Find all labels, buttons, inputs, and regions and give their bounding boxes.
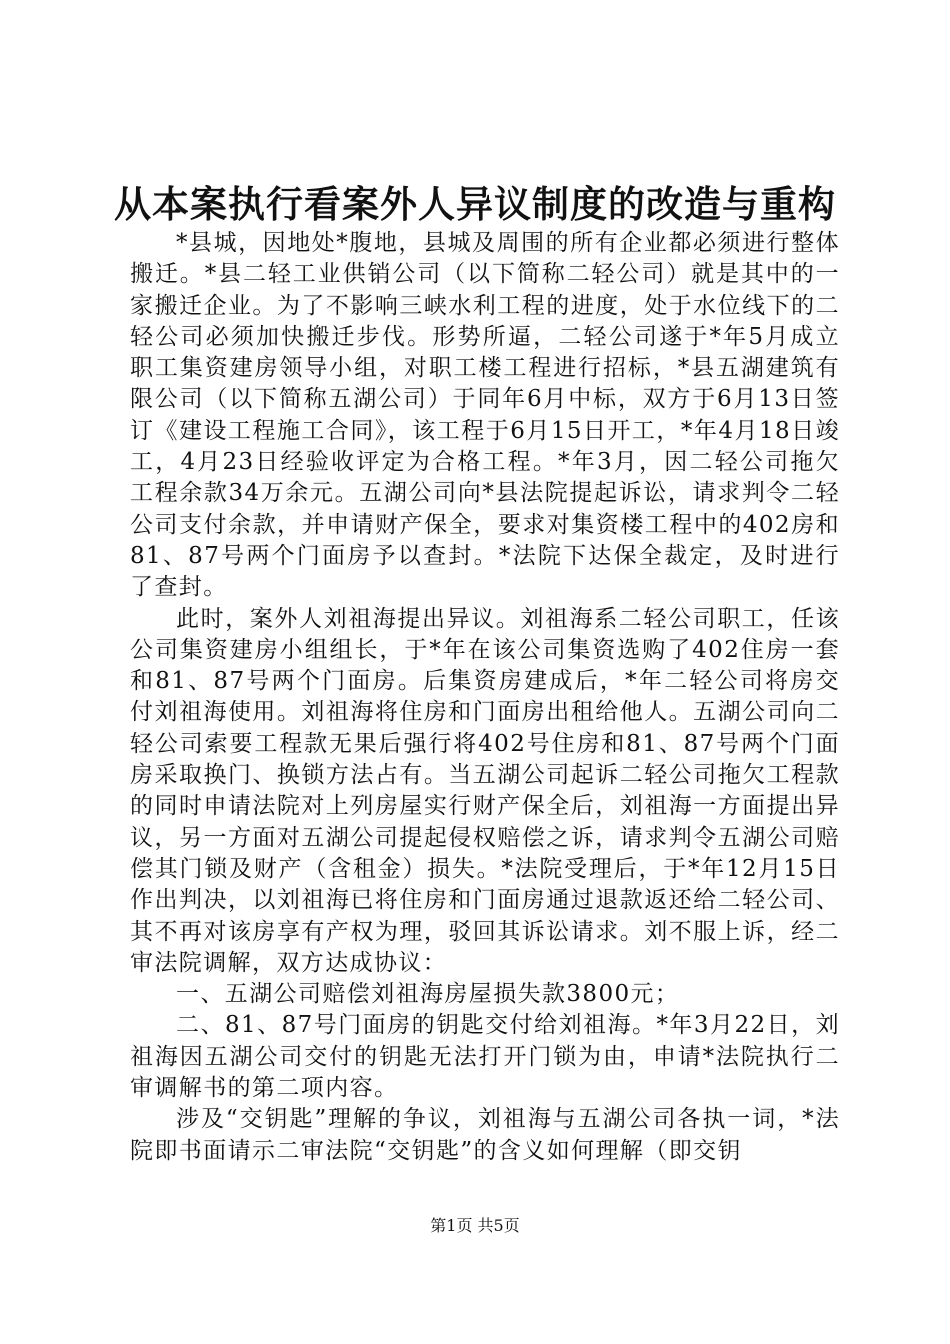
paragraph-4: 二、81、87号门面房的钥匙交付给刘祖海。*年3月22日，刘祖海因五湖公司交付的钥匙无法打开门锁为由，申请*法院执行二审调解书的第二项内容。 xyxy=(130,1012,840,1102)
paragraph-5: 涉及“交钥匙”理解的争议，刘祖海与五湖公司各执一词，*法院即书面请示二审法院“交钥匙”的含义如何理解（即交钥 xyxy=(130,1106,840,1164)
paragraph-2: 此时，案外人刘祖海提出异议。刘祖海系二轻公司职工，任该公司集资建房小组组长，于*年在该公司集资选购了402住房一套和81、87号两个门面房。后集资房建成后，*年二轻公司将房交付刘祖海使用。刘祖海将住房和门面房出租给他人。五湖公司向二轻公司索要工程款无果后强行将402号住房和81、87号两个门面房采取换门、换锁方法占有。当五湖公司起诉二轻公司拖欠工程款的同时申请法院对上列房屋实行财产保全后，刘祖海一方面提出异议，另一方面对五湖公司提起侵权赔偿之诉，请求判令五湖公司赔偿其门锁及财产（含租金）损失。*法院受理后，于*年12月15日作出判决，以刘祖海已将住房和门面房通过退款返还给二轻公司、其不再对该房享有产权为理，驳回其诉讼请求。刘不服上诉，经二审法院调解，双方达成协议： xyxy=(130,605,840,976)
document-body xyxy=(130,228,840,1167)
document-title: 从本案执行看案外人异议制度的改造与重构 xyxy=(114,182,836,226)
paragraph-3: 一、五湖公司赔偿刘祖海房屋损失款3800元； xyxy=(176,981,680,1008)
paragraph-1: *县城，因地处*腹地，县城及周围的所有企业都必须进行整体搬迁。*县二轻工业供销公司（以下简称二轻公司）就是其中的一家搬迁企业。为了不影响三峡水利工程的进度，处于水位线下的二轻公司必须加快搬迁步伐。形势所逼，二轻公司遂于*年5月成立职工集资建房领导小组，对职工楼工程进行招标，*县五湖建筑有限公司（以下简称五湖公司）于同年6月中标，双方于6月13日签订《建设工程施工合同》，该工程于6月15日开工，*年4月18日竣工，4月23日经验收评定为合格工程。*年3月，因二轻公司拖欠工程余款34万余元。五湖公司向*县法院提起诉讼，请求判令二轻公司支付余款，并申请财产保全，要求对集资楼工程中的402房和81、87号两个门面房予以查封。*法院下达保全裁定，及时进行了查封。 xyxy=(130,230,840,601)
page-number-footer: 第1页 共5页 xyxy=(430,1216,520,1235)
